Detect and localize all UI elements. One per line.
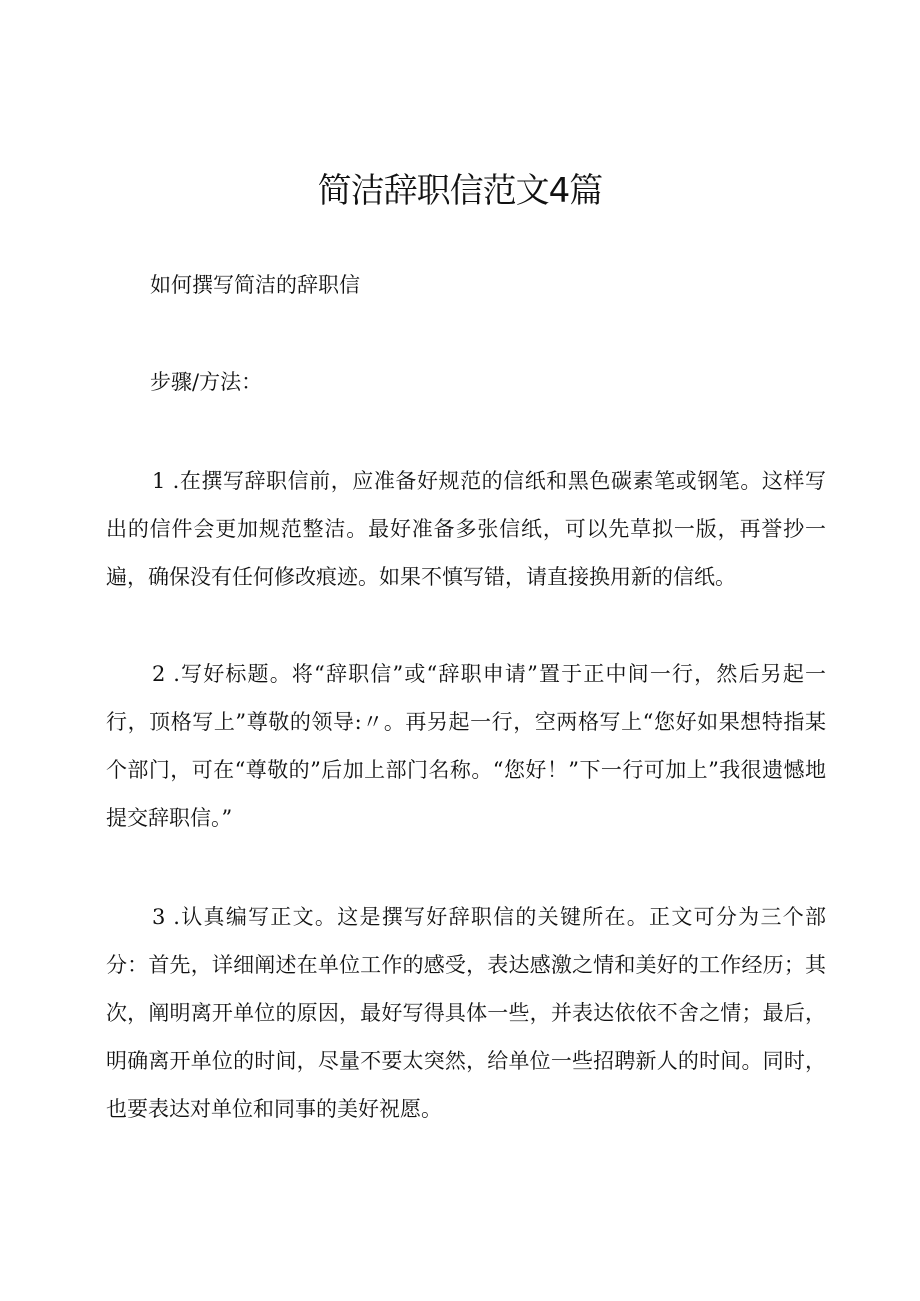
paragraph-step-2: 2 .写好标题。将“辞职信”或“辞职申请”置于正中间一行，然后另起一行，顶格写上”尊敬的领导:〃。再另起一行，空两格写上“您好如果想特指某个部门，可在“尊敬的”后加上部门名称。“您好！”下一行可加上”我很遗憾地提交辞职信。”	[106, 662, 826, 830]
paragraph-step-1: 1 .在撰写辞职信前，应准备好规范的信纸和黑色碳素笔或钢笔。这样写出的信件会更加规范整洁。最好准备多张信纸，可以先草拟一版，再誉抄一遍，确保没有任何修改痕迹。如果不慎写错，请直接换用新的信纸。	[106, 469, 826, 589]
steps-label: 步骤/方法：	[150, 370, 263, 394]
subheading: 如何撰写简洁的辞职信	[150, 273, 360, 297]
document-title: 简洁辞职信范文4篇	[317, 171, 603, 211]
paragraph-step-3: 3 .认真编写正文。这是撰写好辞职信的关键所在。正文可分为三个部分：首先，详细阐述在单位工作的感受，表达感激之情和美好的工作经历；其次，阐明离开单位的原因，最好写得具体一些，并表达依依不舍之情；最后，明确离开单位的时间，尽量不要太突然，给单位一些招聘新人的时间。同时，也要表达对单位和同事的美好祝愿。	[106, 905, 826, 1121]
